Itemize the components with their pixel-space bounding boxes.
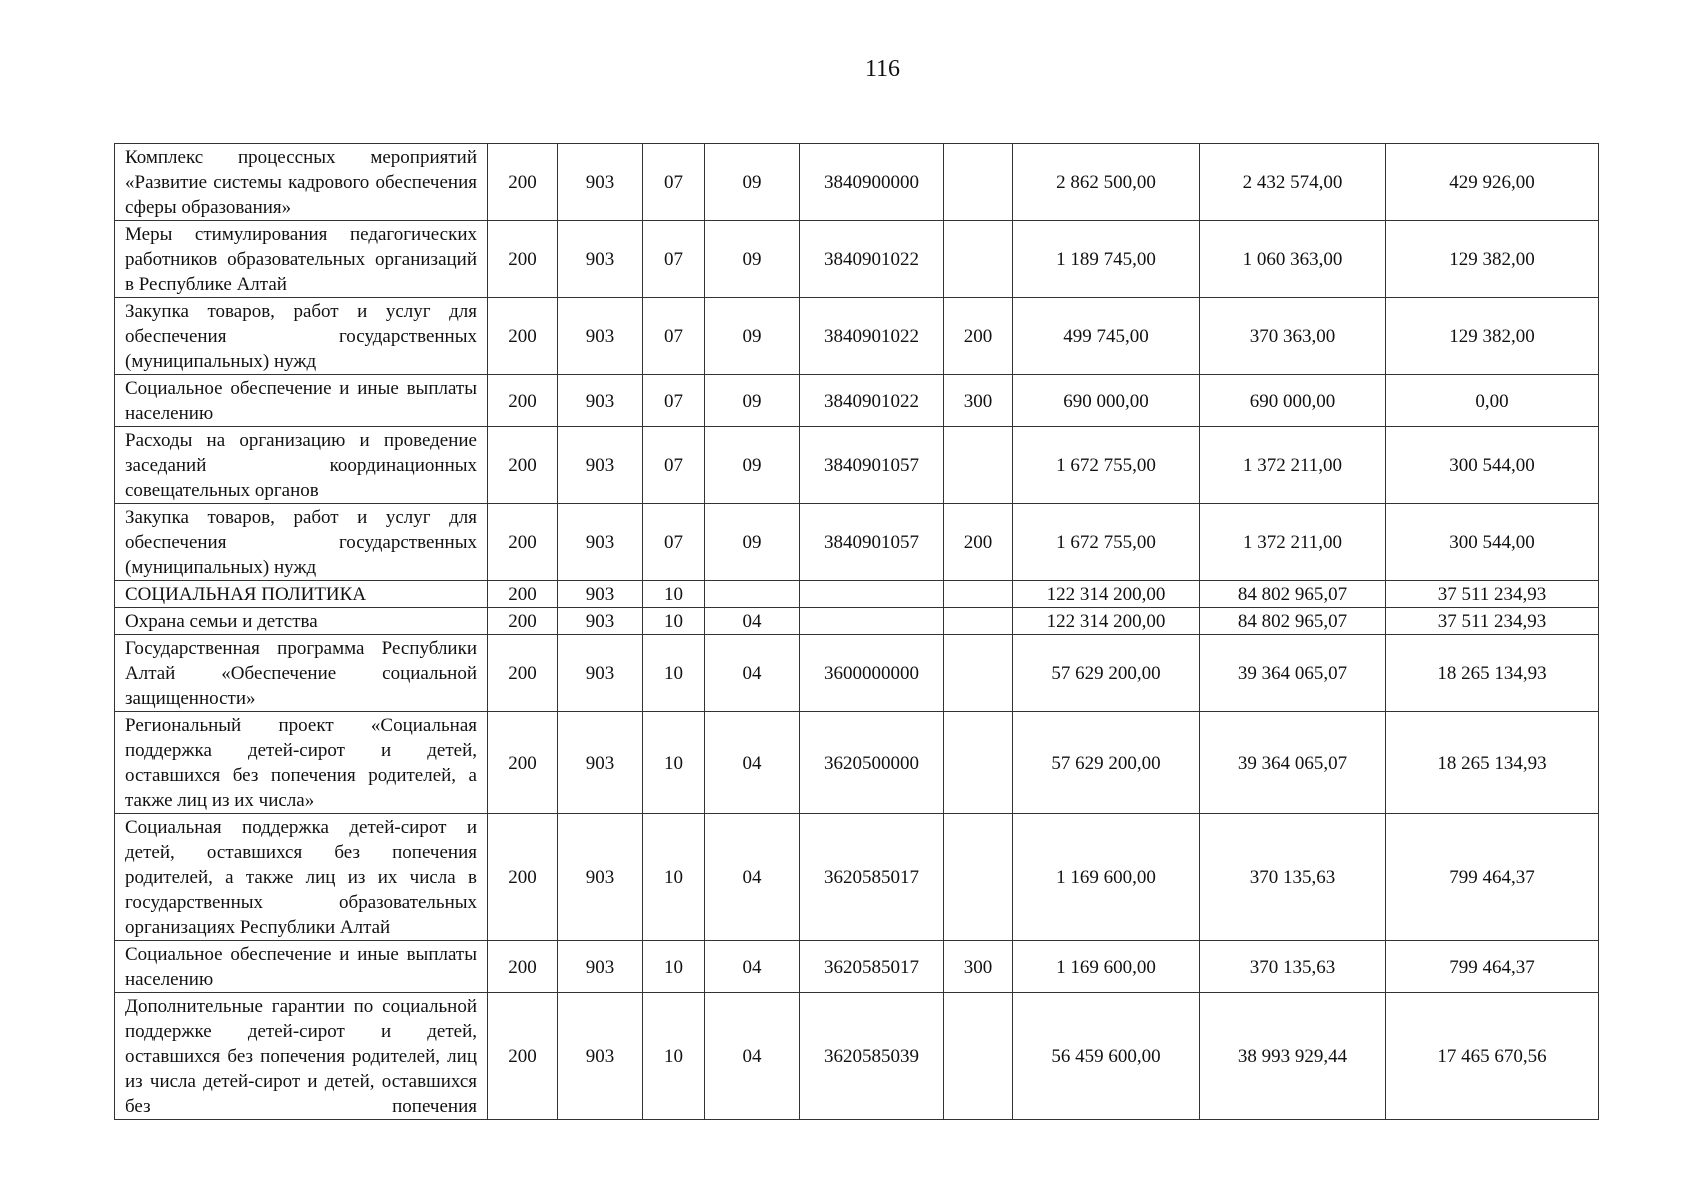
- table-row: [115, 581, 1599, 608]
- subsection-cell: 04: [705, 993, 800, 1120]
- admin-code-cell: 200: [488, 993, 558, 1120]
- table-row: [115, 144, 1599, 221]
- section-cell: 07: [643, 375, 705, 427]
- remaining-amount-cell: 18 265 134,93: [1386, 712, 1599, 814]
- subsection-cell: 04: [705, 814, 800, 941]
- executed-amount-cell: 2 432 574,00: [1200, 144, 1386, 221]
- table-body: [115, 144, 1599, 1120]
- subsection-cell: [705, 581, 800, 608]
- row-name-cell: Социальное обеспечение и иные выплаты населению: [115, 941, 488, 993]
- planned-amount-cell: 57 629 200,00: [1013, 635, 1200, 712]
- admin-code-cell: 200: [488, 581, 558, 608]
- expense-type-cell: [944, 635, 1013, 712]
- target-article-cell: 3840901022: [800, 375, 944, 427]
- subsection-cell: 09: [705, 298, 800, 375]
- remaining-amount-cell: 429 926,00: [1386, 144, 1599, 221]
- admin-code-cell: 200: [488, 941, 558, 993]
- ministry-code-cell: 903: [558, 608, 643, 635]
- target-article-cell: 3840901057: [800, 427, 944, 504]
- remaining-amount-cell: 18 265 134,93: [1386, 635, 1599, 712]
- remaining-amount-cell: 37 511 234,93: [1386, 581, 1599, 608]
- remaining-amount-cell: 17 465 670,56: [1386, 993, 1599, 1120]
- ministry-code-cell: 903: [558, 941, 643, 993]
- planned-amount-cell: 1 189 745,00: [1013, 221, 1200, 298]
- ministry-code-cell: 903: [558, 144, 643, 221]
- planned-amount-cell: 1 672 755,00: [1013, 427, 1200, 504]
- table-row: [115, 375, 1599, 427]
- table-row: [115, 298, 1599, 375]
- target-article-cell: 3840900000: [800, 144, 944, 221]
- executed-amount-cell: 370 135,63: [1200, 814, 1386, 941]
- admin-code-cell: 200: [488, 608, 558, 635]
- planned-amount-cell: 1 672 755,00: [1013, 504, 1200, 581]
- expense-type-cell: [944, 993, 1013, 1120]
- admin-code-cell: 200: [488, 144, 558, 221]
- subsection-cell: 04: [705, 941, 800, 993]
- ministry-code-cell: 903: [558, 504, 643, 581]
- row-name-cell: Охрана семьи и детства: [115, 608, 488, 635]
- executed-amount-cell: 84 802 965,07: [1200, 608, 1386, 635]
- section-cell: 07: [643, 144, 705, 221]
- section-cell: 07: [643, 221, 705, 298]
- row-name-cell: Расходы на организацию и проведение заседаний координационных совещательных органов: [115, 427, 488, 504]
- section-cell: 07: [643, 504, 705, 581]
- expense-type-cell: [944, 608, 1013, 635]
- table-row: [115, 608, 1599, 635]
- table-row: [115, 712, 1599, 814]
- admin-code-cell: 200: [488, 375, 558, 427]
- planned-amount-cell: 2 862 500,00: [1013, 144, 1200, 221]
- target-article-cell: 3620500000: [800, 712, 944, 814]
- executed-amount-cell: 1 372 211,00: [1200, 427, 1386, 504]
- section-cell: 10: [643, 814, 705, 941]
- expense-type-cell: [944, 712, 1013, 814]
- remaining-amount-cell: 37 511 234,93: [1386, 608, 1599, 635]
- section-cell: 07: [643, 427, 705, 504]
- section-cell: 10: [643, 941, 705, 993]
- section-cell: 07: [643, 298, 705, 375]
- target-article-cell: [800, 581, 944, 608]
- planned-amount-cell: 499 745,00: [1013, 298, 1200, 375]
- planned-amount-cell: 1 169 600,00: [1013, 941, 1200, 993]
- executed-amount-cell: 84 802 965,07: [1200, 581, 1386, 608]
- target-article-cell: 3620585039: [800, 993, 944, 1120]
- table-row: [115, 504, 1599, 581]
- row-name-cell: Социальное обеспечение и иные выплаты населению: [115, 375, 488, 427]
- table-row: [115, 993, 1599, 1120]
- executed-amount-cell: 690 000,00: [1200, 375, 1386, 427]
- section-cell: 10: [643, 635, 705, 712]
- admin-code-cell: 200: [488, 298, 558, 375]
- section-cell: 10: [643, 993, 705, 1120]
- section-cell: 10: [643, 581, 705, 608]
- expense-type-cell: 300: [944, 941, 1013, 993]
- executed-amount-cell: 1 060 363,00: [1200, 221, 1386, 298]
- subsection-cell: 09: [705, 221, 800, 298]
- expense-type-cell: [944, 221, 1013, 298]
- ministry-code-cell: 903: [558, 427, 643, 504]
- page-number: 116: [864, 56, 901, 82]
- planned-amount-cell: 1 169 600,00: [1013, 814, 1200, 941]
- executed-amount-cell: 39 364 065,07: [1200, 635, 1386, 712]
- subsection-cell: 04: [705, 608, 800, 635]
- row-name-cell: Социальная поддержка детей-сирот и детей, оставшихся без попечения родителей, а также лиц из их числа в государственных образовательных организациях Республики Алтай: [115, 814, 488, 941]
- admin-code-cell: 200: [488, 427, 558, 504]
- subsection-cell: 04: [705, 712, 800, 814]
- executed-amount-cell: 370 363,00: [1200, 298, 1386, 375]
- target-article-cell: 3600000000: [800, 635, 944, 712]
- table-row: [115, 221, 1599, 298]
- expense-type-cell: 300: [944, 375, 1013, 427]
- row-name-cell: Закупка товаров, работ и услуг для обеспечения государственных (муниципальных) нужд: [115, 298, 488, 375]
- executed-amount-cell: 370 135,63: [1200, 941, 1386, 993]
- subsection-cell: 09: [705, 144, 800, 221]
- admin-code-cell: 200: [488, 712, 558, 814]
- row-name-cell: Региональный проект «Социальная поддержка детей-сирот и детей, оставшихся без попечения родителей, а также лиц из их числа»: [115, 712, 488, 814]
- ministry-code-cell: 903: [558, 635, 643, 712]
- budget-table: [114, 143, 1599, 1120]
- admin-code-cell: 200: [488, 221, 558, 298]
- ministry-code-cell: 903: [558, 712, 643, 814]
- remaining-amount-cell: 799 464,37: [1386, 941, 1599, 993]
- ministry-code-cell: 903: [558, 581, 643, 608]
- executed-amount-cell: 1 372 211,00: [1200, 504, 1386, 581]
- expense-type-cell: [944, 144, 1013, 221]
- remaining-amount-cell: 300 544,00: [1386, 427, 1599, 504]
- row-name-cell: Дополнительные гарантии по социальной поддержке детей-сирот и детей, оставшихся без попечения родителей, лиц из числа детей-сирот и детей, оставшихся без попечения: [115, 993, 488, 1120]
- executed-amount-cell: 38 993 929,44: [1200, 993, 1386, 1120]
- row-name-cell: Комплекс процессных мероприятий «Развитие системы кадрового обеспечения сферы образования»: [115, 144, 488, 221]
- remaining-amount-cell: 0,00: [1386, 375, 1599, 427]
- planned-amount-cell: 122 314 200,00: [1013, 608, 1200, 635]
- target-article-cell: [800, 608, 944, 635]
- admin-code-cell: 200: [488, 504, 558, 581]
- row-name-cell: СОЦИАЛЬНАЯ ПОЛИТИКА: [115, 581, 488, 608]
- planned-amount-cell: 690 000,00: [1013, 375, 1200, 427]
- row-name-cell: Закупка товаров, работ и услуг для обеспечения государственных (муниципальных) нужд: [115, 504, 488, 581]
- ministry-code-cell: 903: [558, 993, 643, 1120]
- expense-type-cell: [944, 581, 1013, 608]
- remaining-amount-cell: 129 382,00: [1386, 298, 1599, 375]
- section-cell: 10: [643, 608, 705, 635]
- planned-amount-cell: 57 629 200,00: [1013, 712, 1200, 814]
- admin-code-cell: 200: [488, 635, 558, 712]
- executed-amount-cell: 39 364 065,07: [1200, 712, 1386, 814]
- subsection-cell: 09: [705, 504, 800, 581]
- planned-amount-cell: 122 314 200,00: [1013, 581, 1200, 608]
- remaining-amount-cell: 300 544,00: [1386, 504, 1599, 581]
- section-cell: 10: [643, 712, 705, 814]
- row-name-cell: Меры стимулирования педагогических работников образовательных организаций в Республике Алтай: [115, 221, 488, 298]
- planned-amount-cell: 56 459 600,00: [1013, 993, 1200, 1120]
- target-article-cell: 3620585017: [800, 814, 944, 941]
- table-row: [115, 635, 1599, 712]
- remaining-amount-cell: 129 382,00: [1386, 221, 1599, 298]
- target-article-cell: 3840901022: [800, 221, 944, 298]
- target-article-cell: 3620585017: [800, 941, 944, 993]
- ministry-code-cell: 903: [558, 221, 643, 298]
- table-row: [115, 941, 1599, 993]
- admin-code-cell: 200: [488, 814, 558, 941]
- expense-type-cell: [944, 814, 1013, 941]
- remaining-amount-cell: 799 464,37: [1386, 814, 1599, 941]
- subsection-cell: 09: [705, 375, 800, 427]
- expense-type-cell: 200: [944, 504, 1013, 581]
- row-name-cell: Государственная программа Республики Алтай «Обеспечение социальной защищенности»: [115, 635, 488, 712]
- ministry-code-cell: 903: [558, 814, 643, 941]
- subsection-cell: 09: [705, 427, 800, 504]
- target-article-cell: 3840901057: [800, 504, 944, 581]
- ministry-code-cell: 903: [558, 375, 643, 427]
- table-row: [115, 427, 1599, 504]
- table-row: [115, 814, 1599, 941]
- ministry-code-cell: 903: [558, 298, 643, 375]
- expense-type-cell: 200: [944, 298, 1013, 375]
- target-article-cell: 3840901022: [800, 298, 944, 375]
- subsection-cell: 04: [705, 635, 800, 712]
- expense-type-cell: [944, 427, 1013, 504]
